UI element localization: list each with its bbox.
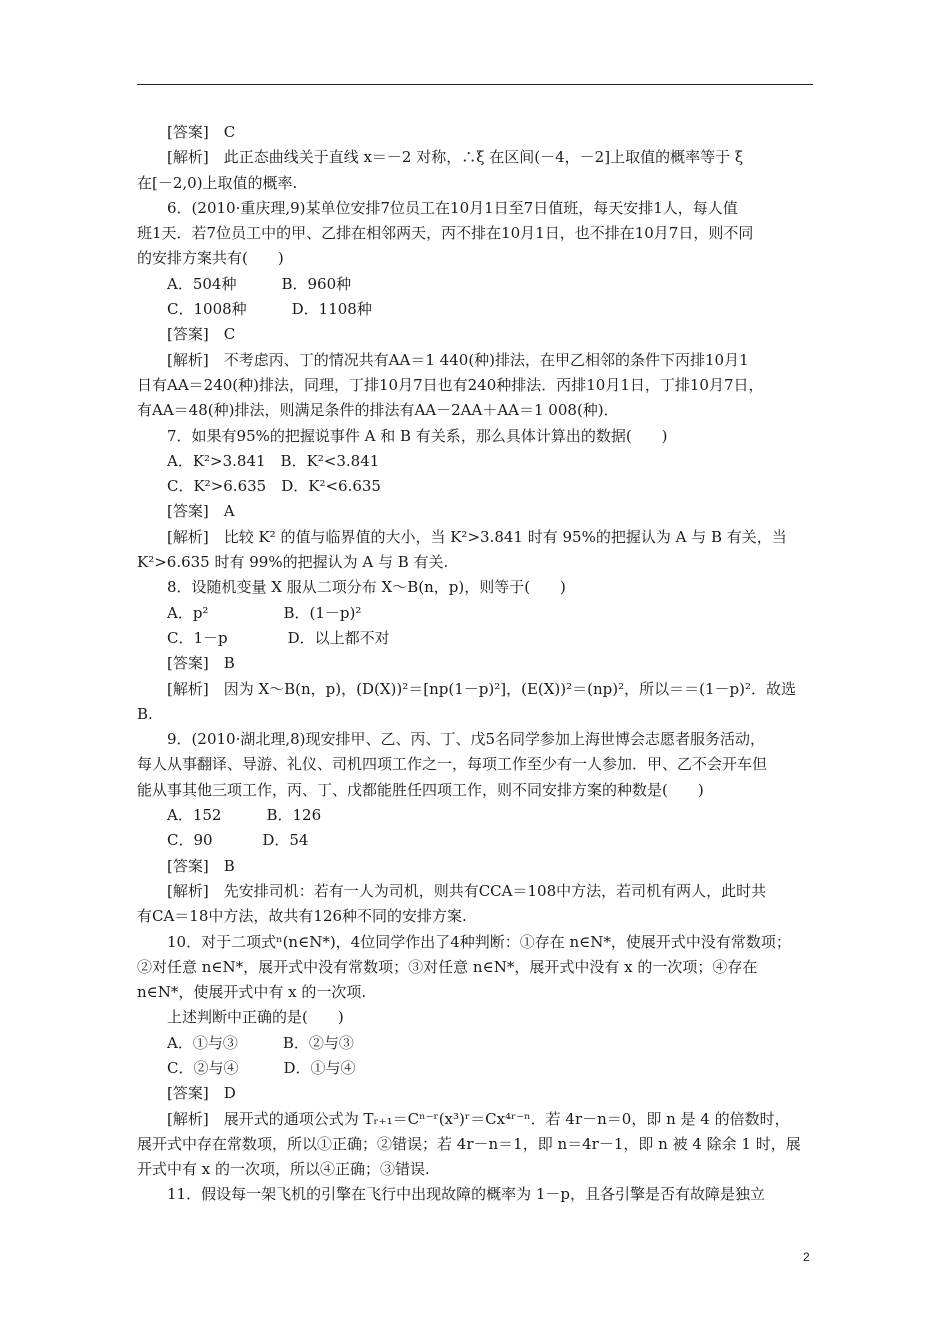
document-body [137, 120, 813, 1208]
text-line: A．152 B．126 [167, 806, 322, 825]
text-line: C．90 D．54 [167, 831, 309, 850]
text-line: [解析] 不考虑丙、丁的情况共有AA＝1 440(种)排法，在甲乙相邻的条件下丙排10月1 [167, 350, 749, 369]
page-number: 2 [803, 1250, 810, 1264]
text-line: 8．设随机变量 X 服从二项分布 X～B(n，p)，则等于( ) [167, 578, 566, 597]
header-rule [137, 84, 813, 85]
text-line: [答案] C [167, 325, 236, 344]
text-line: 班1天．若7位员工中的甲、乙排在相邻两天，丙不排在10月1日，也不排在10月7日，则不同 [137, 224, 754, 243]
text-line: [解析] 此正态曲线关于直线 x＝－2 对称，∴ξ 在区间(－4，－2]上取值的概率等于 ξ [167, 148, 744, 167]
text-line: 7．如果有95%的把握说事件 A 和 B 有关系，那么具体计算出的数据( ) [167, 426, 668, 445]
text-line: [答案] B [167, 654, 235, 673]
text-line: A．p² B．(1－p)² [167, 603, 362, 622]
text-line: 有AA＝48(种)排法，则满足条件的排法有AA－2AA＋AA＝1 008(种)． [137, 401, 619, 420]
text-line: 每人从事翻译、导游、礼仪、司机四项工作之一，每项工作至少有一人参加．甲、乙不会开车但 [137, 755, 768, 774]
text-line: 在[－2,0)上取值的概率. [137, 173, 298, 192]
text-line: 上述判断中正确的是( ) [167, 1008, 344, 1027]
text-line: ②对任意 n∈N*，展开式中没有常数项；③对任意 n∈N*，展开式中没有 x 的一次项；④存在 [137, 957, 758, 976]
text-line: [解析] 先安排司机：若有一人为司机，则共有CCA＝108中方法，若司机有两人，此时共 [167, 881, 767, 900]
text-line: B. [137, 704, 153, 723]
text-line: [答案] C [167, 123, 236, 141]
text-line: 能从事其他三项工作，丙、丁、戊都能胜任四项工作，则不同安排方案的种数是( ) [137, 780, 704, 799]
text-line: 展开式中存在常数项，所以①正确；②错误；若 4r－n＝1，即 n＝4r－1，即 n 被 4 除余 1 时，展 [137, 1134, 801, 1153]
text-line: A．①与③ B．②与③ [167, 1033, 354, 1052]
text-line: [答案] D [167, 1084, 236, 1103]
text-line: A．504种 B．960种 [167, 274, 352, 293]
text-line: 开式中有 x 的一次项，所以④正确；③错误. [137, 1160, 430, 1179]
text-line: 日有AA＝240(种)排法，同理，丁排10月7日也有240种排法．丙排10月1日，丁排10月7日， [137, 375, 764, 394]
text-line: [解析] 比较 K² 的值与临界值的大小，当 K²>3.841 时有 95%的把握认为 A 与 B 有关，当 [167, 527, 787, 546]
text-line: [解析] 展开式的通项公式为 Tᵣ₊₁＝Cⁿ⁻ʳ(x³)ʳ＝Cx⁴ʳ⁻ⁿ．若 4r－n＝0，即 n 是 4 的倍数时， [167, 1109, 790, 1128]
text-line: C．1－p D．以上都不对 [167, 628, 390, 647]
text-line: C．1008种 D．1108种 [167, 300, 372, 319]
text-line: C．②与④ D．①与④ [167, 1058, 356, 1077]
text-line: 6．(2010·重庆理,9)某单位安排7位员工在10月1日至7日值班，每天安排1人，每人值 [167, 198, 738, 217]
text-line: 9．(2010·湖北理,8)现安排甲、乙、丙、丁、戊5名同学参加上海世博会志愿者服务活动， [167, 730, 766, 749]
text-line: K²>6.635 时有 99%的把握认为 A 与 B 有关. [137, 553, 449, 572]
text-line: 10．对于二项式ⁿ(n∈N*)，4位同学作出了4种判断：①存在 n∈N*，使展开式中没有常数项； [167, 932, 791, 951]
text-line: 的安排方案共有( ) [137, 249, 284, 268]
text-line: [答案] A [167, 502, 235, 521]
text-line: 有CA＝18中方法，故共有126种不同的安排方案. [137, 907, 467, 926]
text-line: 11．假设每一架飞机的引擎在飞行中出现故障的概率为 1－p，且各引擎是否有故障是独立 [167, 1185, 766, 1204]
text-line: n∈N*，使展开式中有 x 的一次项. [137, 983, 367, 1002]
text-line: [解析] 因为 X～B(n，p)，(D(X))²＝[np(1－p)²]，(E(X))²＝(np)²，所以＝＝(1－p)²．故选 [167, 679, 796, 698]
text-line: C．K²>6.635 D．K²<6.635 [167, 477, 381, 496]
text-line: A．K²>3.841 B．K²<3.841 [167, 451, 380, 470]
text-line: [答案] B [167, 856, 235, 875]
